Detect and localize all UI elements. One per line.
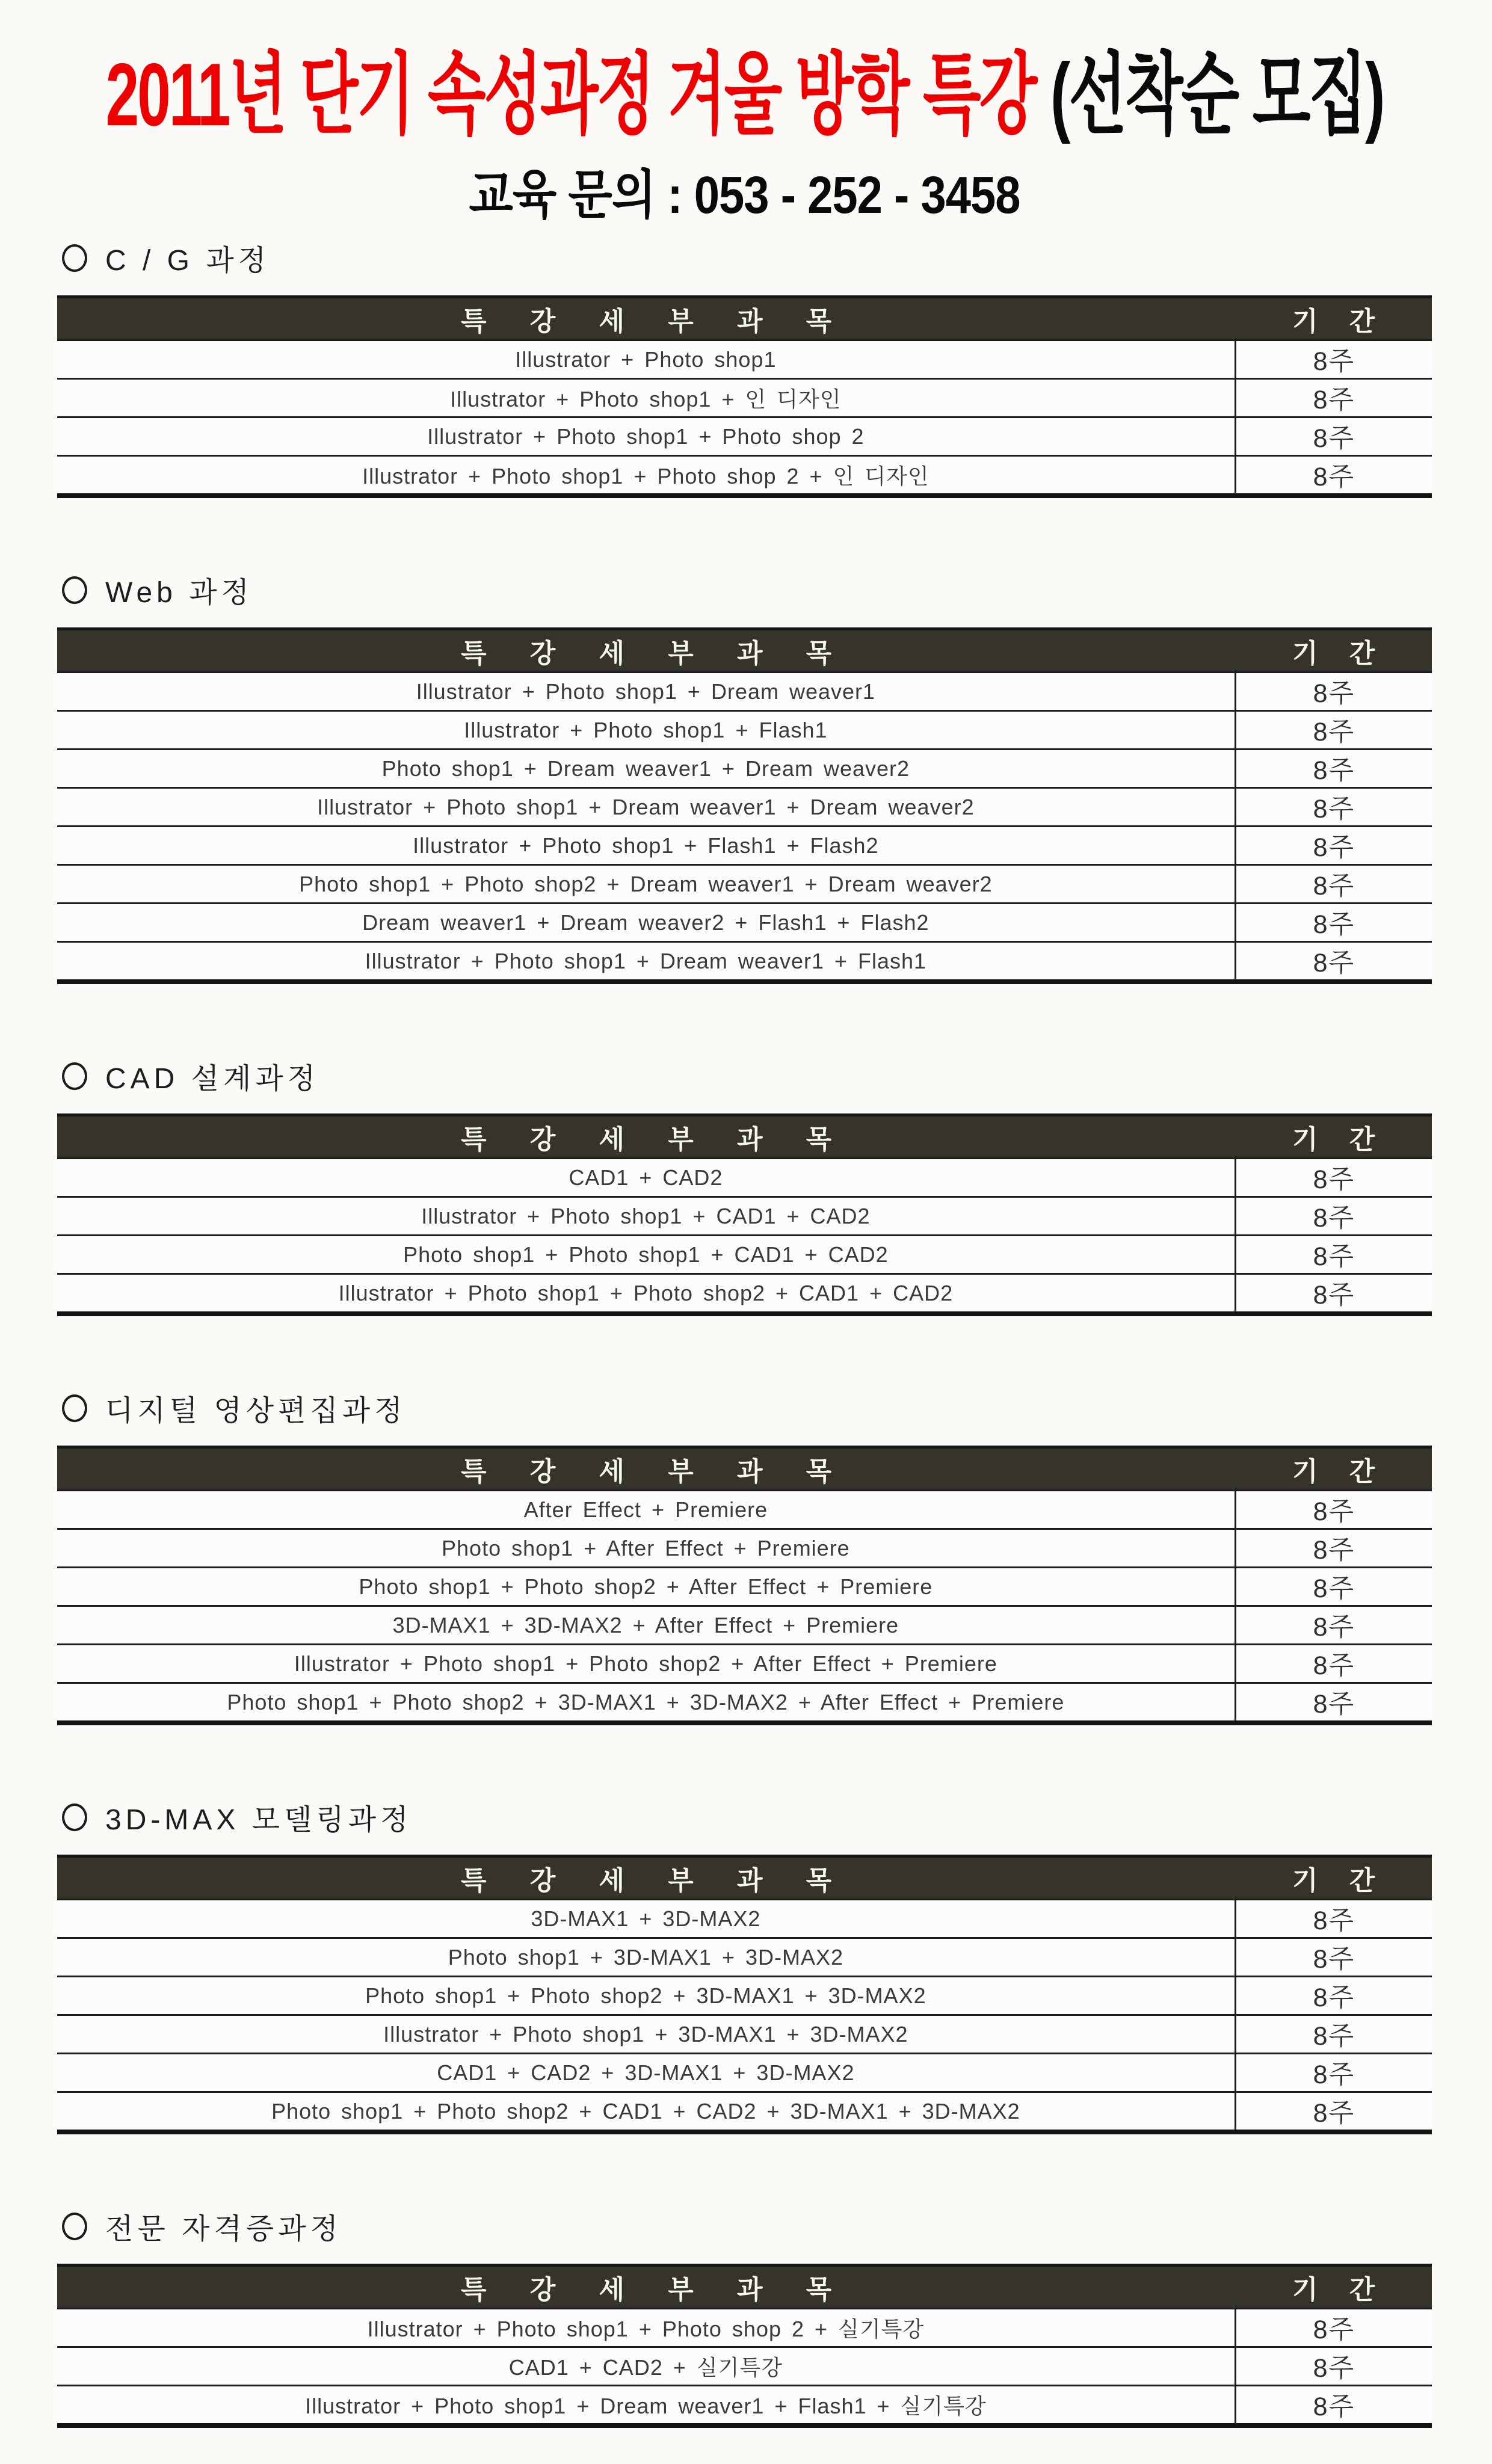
table-header-subject: 특 강 세 부 과 목 [57, 1447, 1235, 1491]
row-duration: 8주 [1235, 1645, 1432, 1683]
row-subject: CAD1 + CAD2 + 실기특강 [57, 2347, 1235, 2386]
row-duration: 8주 [1235, 2054, 1432, 2092]
table-header-subject: 특 강 세 부 과 목 [57, 1115, 1235, 1159]
row-duration: 8주 [1235, 2309, 1432, 2347]
row-subject: Photo shop1 + Photo shop2 + 3D-MAX1 + 3D-MAX2 + After Effect + Premiere [57, 1683, 1235, 1723]
table-body [57, 1491, 1432, 1723]
row-duration: 8주 [1235, 1197, 1432, 1236]
row-duration: 8주 [1235, 1236, 1432, 1274]
row-duration: 8주 [1235, 827, 1432, 865]
row-duration: 8주 [1235, 865, 1432, 904]
table-header-duration: 기 간 [1235, 629, 1432, 673]
circle-bullet-icon [62, 2213, 87, 2240]
row-duration: 8주 [1235, 2347, 1432, 2386]
circle-bullet-icon [62, 1062, 87, 1090]
row-subject: Illustrator + Photo shop1 + Dream weaver1 + Flash1 [57, 942, 1235, 982]
row-duration: 8주 [1235, 456, 1432, 496]
table-header-subject: 특 강 세 부 과 목 [57, 2265, 1235, 2309]
row-subject: Photo shop1 + Photo shop2 + CAD1 + CAD2 + 3D-MAX1 + 3D-MAX2 [57, 2092, 1235, 2133]
table-header-duration: 기 간 [1235, 297, 1432, 340]
row-duration: 8주 [1235, 1274, 1432, 1314]
course-section [57, 1796, 1432, 2134]
section-title: Web 과정 [105, 577, 253, 609]
table-row [57, 2015, 1432, 2054]
row-subject: Illustrator + Photo shop1 + Flash1 + Flash2 [57, 827, 1235, 865]
table-row [57, 673, 1432, 711]
row-duration: 8주 [1235, 1900, 1432, 1938]
section-heading [62, 237, 1432, 279]
table-header-subject: 특 강 세 부 과 목 [57, 629, 1235, 673]
table-row [57, 788, 1432, 827]
row-duration: 8주 [1235, 904, 1432, 942]
table-row [57, 942, 1432, 982]
section-heading [62, 1055, 1432, 1097]
table-body [57, 1900, 1432, 2133]
table-row [57, 750, 1432, 788]
row-subject: 3D-MAX1 + 3D-MAX2 + After Effect + Premiere [57, 1606, 1235, 1645]
row-duration: 8주 [1235, 673, 1432, 711]
row-duration: 8주 [1235, 2092, 1432, 2133]
row-subject: Illustrator + Photo shop1 + Photo shop 2 + 인 디자인 [57, 456, 1235, 496]
row-subject: Illustrator + Photo shop1 [57, 340, 1235, 379]
table-row [57, 827, 1432, 865]
row-subject: CAD1 + CAD2 [57, 1159, 1235, 1197]
table-row [57, 1274, 1432, 1314]
table-row [57, 1491, 1432, 1529]
row-duration: 8주 [1235, 1938, 1432, 1977]
table-header-duration: 기 간 [1235, 1447, 1432, 1491]
table-header-row [57, 1115, 1432, 1159]
row-duration: 8주 [1235, 379, 1432, 417]
row-duration: 8주 [1235, 1568, 1432, 1606]
circle-bullet-icon [62, 576, 87, 604]
row-subject: Illustrator + Photo shop1 + Flash1 [57, 711, 1235, 750]
table-row [57, 2309, 1432, 2347]
table-row [57, 2092, 1432, 2133]
table-header-duration: 기 간 [1235, 1856, 1432, 1900]
section-heading [62, 2205, 1432, 2247]
row-duration: 8주 [1235, 942, 1432, 982]
row-subject: Illustrator + Photo shop1 + Dream weaver1 + Flash1 + 실기특강 [57, 2386, 1235, 2426]
course-table [57, 1855, 1432, 2134]
sections [57, 237, 1432, 2428]
row-subject: Illustrator + Photo shop1 + Photo shop 2 [57, 417, 1235, 456]
course-table [57, 1113, 1432, 1316]
table-row [57, 1568, 1432, 1606]
row-subject: Photo shop1 + Dream weaver1 + Dream weaver2 [57, 750, 1235, 788]
row-duration: 8주 [1235, 2386, 1432, 2426]
row-subject: Illustrator + Photo shop1 + CAD1 + CAD2 [57, 1197, 1235, 1236]
table-row [57, 1529, 1432, 1568]
row-subject: Illustrator + Photo shop1 + 3D-MAX1 + 3D-MAX2 [57, 2015, 1235, 2054]
table-header-subject: 특 강 세 부 과 목 [57, 1856, 1235, 1900]
row-duration: 8주 [1235, 750, 1432, 788]
row-duration: 8주 [1235, 1491, 1432, 1529]
section-heading [62, 569, 1432, 611]
row-subject: Photo shop1 + After Effect + Premiere [57, 1529, 1235, 1568]
table-header-subject: 특 강 세 부 과 목 [57, 297, 1235, 340]
page-title-red-text: 2011년 단기 속성과정 겨울 방학 특강 [105, 45, 1051, 145]
table-header-row [57, 297, 1432, 340]
row-duration: 8주 [1235, 1529, 1432, 1568]
page-title-black-text: (선착순 모집) [1050, 45, 1384, 145]
row-subject: Illustrator + Photo shop1 + Photo shop2 + CAD1 + CAD2 [57, 1274, 1235, 1314]
course-table [57, 627, 1432, 984]
table-header-duration: 기 간 [1235, 2265, 1432, 2309]
table-body [57, 2309, 1432, 2426]
table-row [57, 1159, 1432, 1197]
course-section [57, 237, 1432, 498]
section-title: 전문 자격증과정 [105, 2213, 342, 2245]
circle-bullet-icon [62, 1803, 87, 1831]
table-row [57, 379, 1432, 417]
row-duration: 8주 [1235, 1683, 1432, 1723]
section-title: 3D-MAX 모델링과정 [105, 1804, 413, 1836]
course-table [57, 1446, 1432, 1725]
table-body [57, 1159, 1432, 1314]
row-duration: 8주 [1235, 417, 1432, 456]
table-header-row [57, 629, 1432, 673]
table-row [57, 1900, 1432, 1938]
row-subject: Illustrator + Photo shop1 + 인 디자인 [57, 379, 1235, 417]
table-header-row [57, 1856, 1432, 1900]
table-header-duration: 기 간 [1235, 1115, 1432, 1159]
table-row [57, 1938, 1432, 1977]
row-subject: Illustrator + Photo shop1 + Dream weaver1 + Dream weaver2 [57, 788, 1235, 827]
circle-bullet-icon [62, 1394, 87, 1422]
row-subject: Photo shop1 + Photo shop2 + After Effect + Premiere [57, 1568, 1235, 1606]
contact-phone-line: 교육 문의 : 053 - 252 - 3458 [469, 165, 1020, 225]
table-row [57, 1977, 1432, 2015]
row-duration: 8주 [1235, 1606, 1432, 1645]
table-row [57, 904, 1432, 942]
row-subject: Photo shop1 + Photo shop1 + CAD1 + CAD2 [57, 1236, 1235, 1274]
course-section [57, 1387, 1432, 1725]
table-body [57, 340, 1432, 496]
table-header-row [57, 2265, 1432, 2309]
course-section [57, 569, 1432, 984]
row-subject: After Effect + Premiere [57, 1491, 1235, 1529]
section-title: C / G 과정 [105, 245, 271, 277]
row-duration: 8주 [1235, 788, 1432, 827]
row-subject: CAD1 + CAD2 + 3D-MAX1 + 3D-MAX2 [57, 2054, 1235, 2092]
table-row [57, 2054, 1432, 2092]
table-row [57, 340, 1432, 379]
table-row [57, 2347, 1432, 2386]
table-row [57, 1606, 1432, 1645]
table-row [57, 417, 1432, 456]
course-table [57, 295, 1432, 498]
row-duration: 8주 [1235, 2015, 1432, 2054]
page-title [57, 23, 1432, 149]
row-subject: Dream weaver1 + Dream weaver2 + Flash1 + Flash2 [57, 904, 1235, 942]
table-row [57, 1236, 1432, 1274]
row-subject: Photo shop1 + Photo shop2 + 3D-MAX1 + 3D-MAX2 [57, 1977, 1235, 2015]
table-row [57, 1645, 1432, 1683]
row-duration: 8주 [1235, 1977, 1432, 2015]
section-title: 디지털 영상편집과정 [105, 1395, 407, 1427]
row-subject: Photo shop1 + 3D-MAX1 + 3D-MAX2 [57, 1938, 1235, 1977]
table-row [57, 456, 1432, 496]
row-subject: Illustrator + Photo shop1 + Photo shop 2 + 실기특강 [57, 2309, 1235, 2347]
table-row [57, 711, 1432, 750]
row-subject: Illustrator + Photo shop1 + Dream weaver1 [57, 673, 1235, 711]
course-section [57, 1055, 1432, 1316]
row-duration: 8주 [1235, 1159, 1432, 1197]
table-body [57, 673, 1432, 982]
row-subject: Illustrator + Photo shop1 + Photo shop2 + After Effect + Premiere [57, 1645, 1235, 1683]
circle-bullet-icon [62, 244, 87, 272]
table-row [57, 1197, 1432, 1236]
row-subject: Photo shop1 + Photo shop2 + Dream weaver1 + Dream weaver2 [57, 865, 1235, 904]
row-duration: 8주 [1235, 711, 1432, 750]
table-row [57, 2386, 1432, 2426]
section-heading [62, 1387, 1432, 1429]
table-row [57, 865, 1432, 904]
table-header-row [57, 1447, 1432, 1491]
row-duration: 8주 [1235, 340, 1432, 379]
section-heading [62, 1796, 1432, 1838]
table-row [57, 1683, 1432, 1723]
contact-line-wrap [57, 153, 1432, 225]
course-section [57, 2205, 1432, 2428]
row-subject: 3D-MAX1 + 3D-MAX2 [57, 1900, 1235, 1938]
section-title: CAD 설계과정 [105, 1063, 320, 1095]
course-table [57, 2264, 1432, 2428]
